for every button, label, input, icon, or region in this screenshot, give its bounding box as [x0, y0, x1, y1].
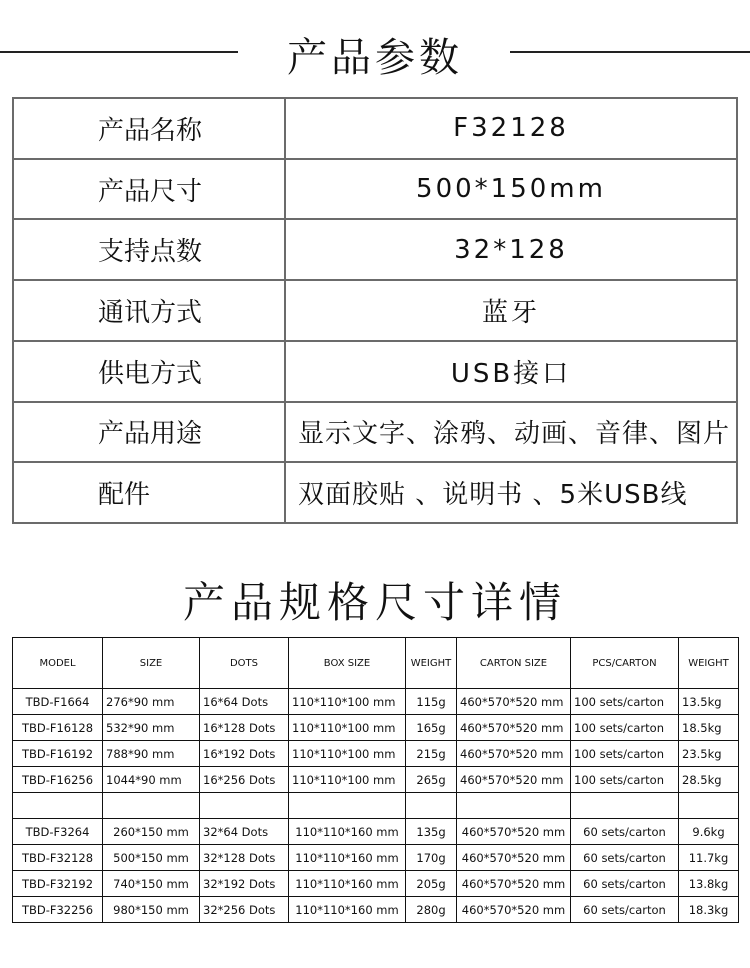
param-value: 显示文字、涂鸦、动画、音律、图片 [285, 402, 737, 463]
cell-carton-weight: 18.3kg [679, 897, 739, 923]
cell-carton-size: 460*570*520 mm [457, 845, 571, 871]
empty-cell [406, 793, 457, 819]
params-row [13, 341, 737, 402]
cell-carton-weight: 23.5kg [679, 741, 739, 767]
col-header: WEIGHT [679, 638, 739, 689]
section-title-specs: 产品规格尺寸详情 [182, 578, 567, 627]
cell-weight: 170g [406, 845, 457, 871]
cell-carton-weight: 11.7kg [679, 845, 739, 871]
cell-pcs-carton: 60 sets/carton [571, 845, 679, 871]
cell-carton-size: 460*570*520 mm [457, 715, 571, 741]
cell-carton-size: 460*570*520 mm [457, 689, 571, 715]
cell-dots: 32*192 Dots [200, 871, 289, 897]
param-label: 产品尺寸 [13, 159, 285, 220]
cell-size: 532*90 mm [103, 715, 200, 741]
table-row [13, 819, 739, 845]
cell-dots: 16*192 Dots [200, 741, 289, 767]
cell-pcs-carton: 100 sets/carton [571, 689, 679, 715]
cell-dots: 32*128 Dots [200, 845, 289, 871]
param-value: USB接口 [285, 341, 737, 402]
cell-pcs-carton: 60 sets/carton [571, 819, 679, 845]
cell-pcs-carton: 100 sets/carton [571, 715, 679, 741]
col-header: SIZE [103, 638, 200, 689]
cell-box-size: 110*110*160 mm [289, 871, 406, 897]
cell-dots: 32*256 Dots [200, 897, 289, 923]
product-params-table [12, 97, 738, 524]
cell-dots: 16*256 Dots [200, 767, 289, 793]
cell-size: 500*150 mm [103, 845, 200, 871]
param-label: 通讯方式 [13, 280, 285, 341]
table-row [13, 897, 739, 923]
table-row [13, 715, 739, 741]
cell-weight: 205g [406, 871, 457, 897]
table-row [13, 689, 739, 715]
params-row [13, 280, 737, 341]
table-row [13, 741, 739, 767]
cell-model: TBD-F16256 [13, 767, 103, 793]
cell-model: TBD-F3264 [13, 819, 103, 845]
empty-cell [200, 793, 289, 819]
cell-carton-size: 460*570*520 mm [457, 767, 571, 793]
cell-model: TBD-F1664 [13, 689, 103, 715]
param-label: 供电方式 [13, 341, 285, 402]
cell-weight: 265g [406, 767, 457, 793]
cell-dots: 32*64 Dots [200, 819, 289, 845]
spec-header-row [13, 638, 739, 689]
empty-cell [13, 793, 103, 819]
empty-cell [457, 793, 571, 819]
cell-carton-weight: 18.5kg [679, 715, 739, 741]
cell-weight: 115g [406, 689, 457, 715]
param-value: F32128 [285, 98, 737, 159]
param-value: 32*128 [285, 219, 737, 280]
cell-size: 260*150 mm [103, 819, 200, 845]
cell-carton-weight: 28.5kg [679, 767, 739, 793]
section-title-params: 产品参数 [287, 35, 463, 81]
spec-details-table [12, 637, 739, 923]
param-value: 500*150mm [285, 159, 737, 220]
cell-pcs-carton: 60 sets/carton [571, 871, 679, 897]
cell-model: TBD-F32256 [13, 897, 103, 923]
cell-box-size: 110*110*100 mm [289, 689, 406, 715]
cell-pcs-carton: 100 sets/carton [571, 767, 679, 793]
cell-carton-size: 460*570*520 mm [457, 897, 571, 923]
cell-size: 276*90 mm [103, 689, 200, 715]
cell-model: TBD-F32192 [13, 871, 103, 897]
param-label: 配件 [13, 462, 285, 523]
cell-dots: 16*128 Dots [200, 715, 289, 741]
cell-carton-size: 460*570*520 mm [457, 741, 571, 767]
table-row [13, 767, 739, 793]
col-header: PCS/CARTON [571, 638, 679, 689]
params-row [13, 402, 737, 463]
param-label: 支持点数 [13, 219, 285, 280]
section-header-params [0, 26, 750, 80]
cell-carton-size: 460*570*520 mm [457, 819, 571, 845]
cell-carton-size: 460*570*520 mm [457, 871, 571, 897]
param-value: 蓝牙 [285, 280, 737, 341]
cell-size: 740*150 mm [103, 871, 200, 897]
empty-cell [571, 793, 679, 819]
table-row [13, 871, 739, 897]
cell-model: TBD-F16128 [13, 715, 103, 741]
divider-line-right [510, 51, 750, 53]
col-header: DOTS [200, 638, 289, 689]
param-label: 产品用途 [13, 402, 285, 463]
cell-dots: 16*64 Dots [200, 689, 289, 715]
cell-box-size: 110*110*100 mm [289, 767, 406, 793]
cell-box-size: 110*110*160 mm [289, 897, 406, 923]
cell-size: 980*150 mm [103, 897, 200, 923]
table-row-empty [13, 793, 739, 819]
col-header: MODEL [13, 638, 103, 689]
cell-model: TBD-F32128 [13, 845, 103, 871]
cell-weight: 280g [406, 897, 457, 923]
params-row [13, 98, 737, 159]
cell-box-size: 110*110*100 mm [289, 741, 406, 767]
cell-weight: 135g [406, 819, 457, 845]
cell-weight: 215g [406, 741, 457, 767]
cell-carton-weight: 9.6kg [679, 819, 739, 845]
section-header-specs [0, 570, 750, 626]
cell-size: 1044*90 mm [103, 767, 200, 793]
params-row [13, 159, 737, 220]
cell-box-size: 110*110*160 mm [289, 819, 406, 845]
divider-line-left [0, 51, 238, 53]
col-header: WEIGHT [406, 638, 457, 689]
col-header: BOX SIZE [289, 638, 406, 689]
empty-cell [103, 793, 200, 819]
cell-carton-weight: 13.8kg [679, 871, 739, 897]
param-label: 产品名称 [13, 98, 285, 159]
cell-weight: 165g [406, 715, 457, 741]
param-value: 双面胶贴 、说明书 、5米USB线 [285, 462, 737, 523]
cell-model: TBD-F16192 [13, 741, 103, 767]
cell-pcs-carton: 60 sets/carton [571, 897, 679, 923]
empty-cell [679, 793, 739, 819]
cell-size: 788*90 mm [103, 741, 200, 767]
cell-carton-weight: 13.5kg [679, 689, 739, 715]
cell-box-size: 110*110*100 mm [289, 715, 406, 741]
col-header: CARTON SIZE [457, 638, 571, 689]
params-row [13, 219, 737, 280]
cell-box-size: 110*110*160 mm [289, 845, 406, 871]
cell-pcs-carton: 100 sets/carton [571, 741, 679, 767]
table-row [13, 845, 739, 871]
params-row [13, 462, 737, 523]
empty-cell [289, 793, 406, 819]
